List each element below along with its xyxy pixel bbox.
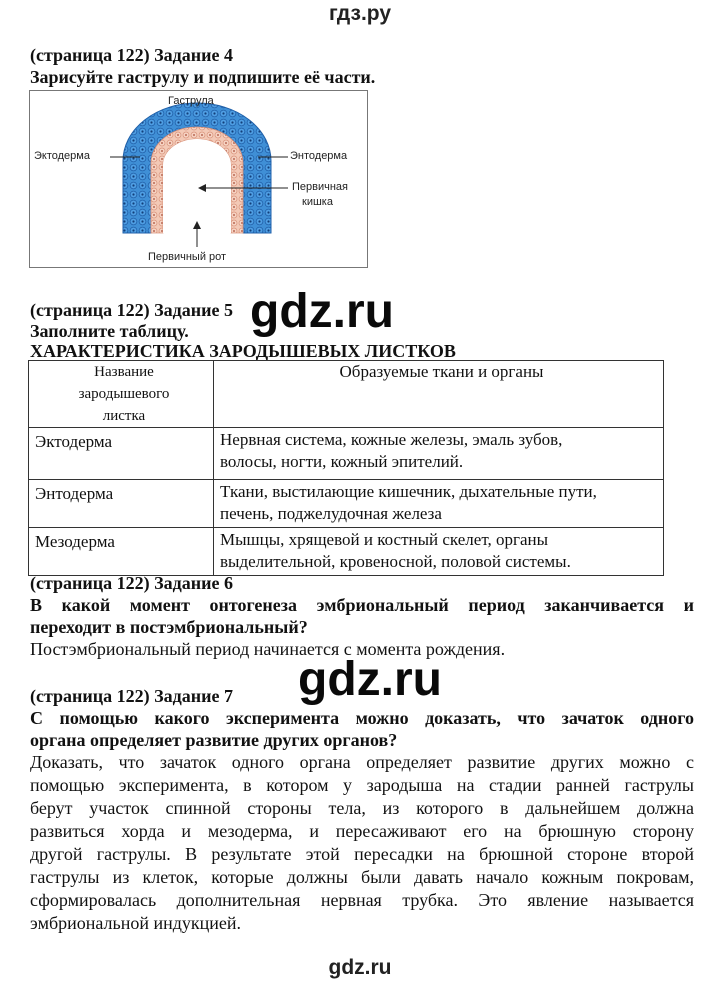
row-organs: [214, 528, 664, 576]
table-title: ХАРАКТЕРИСТИКА ЗАРОДЫШЕВЫХ ЛИСТКОВ: [30, 341, 456, 361]
row-organs-line2: волосы, ногти, кожный эпителий.: [220, 452, 464, 471]
site-header: гдз.ру: [328, 2, 392, 25]
task4-question: Зарисуйте гаструлу и подпишите её части.: [30, 67, 376, 87]
label-gut-line2: кишка: [302, 196, 333, 208]
task6-answer: Постэмбриональный период начинается с момента рождения.: [30, 639, 506, 659]
header-col-name-line3: листка: [102, 408, 146, 424]
row-organs-line1: Ткани, выстилающие кишечник, дыхательные пути,: [220, 482, 597, 501]
table-row: [29, 528, 664, 576]
row-organs: [214, 480, 664, 528]
table-header-row: [29, 361, 664, 428]
row-organs-line1: Мышцы, хрящевой и костный скелет, органы: [220, 530, 549, 549]
task7-answer-line: сформировалась дополнительная нервная трубка. Это явление называется: [30, 890, 694, 910]
task5-instruction: Заполните таблицу.: [30, 321, 189, 341]
watermark: gdz.ru: [250, 285, 394, 338]
label-primitive-mouth: Первичный рот: [148, 251, 227, 263]
header-col-organs: Образуемые ткани и органы: [214, 361, 664, 428]
header-col-name: [29, 361, 214, 428]
primitive-gut-cavity: [163, 139, 231, 233]
row-name: Мезодерма: [29, 528, 214, 576]
row-name: Энтодерма: [29, 480, 214, 528]
label-ectoderm: Эктодерма: [34, 150, 90, 162]
row-organs-line2: печень, поджелудочная железа: [220, 504, 442, 523]
task6-header: (страница 122) Задание 6: [30, 573, 234, 593]
row-name: Эктодерма: [29, 428, 214, 480]
gastrula-diagram: [30, 91, 367, 267]
task7-question-line2: органа определяет развитие других органов?: [30, 730, 398, 750]
figure-title: Гаструла: [168, 95, 214, 107]
row-organs-line1: Нервная система, кожные железы, эмаль зубов,: [220, 430, 563, 449]
label-endoderm: Энтодерма: [290, 150, 348, 162]
task6-question-line2: переходит в постэмбриональный?: [30, 617, 308, 637]
task7-answer-line: гаструлы из клеток, которые должны были давать начало кожным покровам,: [30, 867, 694, 887]
task4-header: (страница 122) Задание 4: [30, 45, 234, 65]
watermark: gdz.ru: [298, 653, 442, 706]
header-col-name-line2: зародышевого: [78, 386, 170, 402]
header-col-name-line1: Название: [94, 364, 154, 380]
task6-question-line1: В какой момент онтогенеза эмбриональный период заканчивается и: [30, 595, 694, 615]
gastrula-figure: [29, 90, 368, 268]
table-row: [29, 480, 664, 528]
site-footer: gdz.ru: [328, 956, 392, 979]
label-gut-line1: Первичная: [292, 181, 349, 193]
task7-answer-line: Доказать, что зачаток одного органа определяет развитие других можно с: [30, 752, 694, 772]
task7-header: (страница 122) Задание 7: [30, 686, 234, 706]
task7-answer-line: другой гаструлы. В результате этой пересадки на брюшной стороне второй: [30, 844, 694, 864]
task5-header: (страница 122) Задание 5: [30, 300, 234, 320]
row-organs-line2: выделительной, кровеносной, половой системы.: [220, 552, 571, 571]
germ-layers-table: [28, 360, 664, 576]
task7-question-line1: С помощью какого эксперимента можно доказать, что зачаток одного: [30, 708, 694, 728]
row-organs: [214, 428, 664, 480]
task7-answer-line: берут участок спинной стороны тела, из которого в дальнейшем должна: [30, 798, 694, 818]
table-row: [29, 428, 664, 480]
task7-answer-line: эмбриональной индукцией.: [30, 913, 242, 933]
task7-answer-line: помощью эксперимента, в котором у зародыша на стадии ранней гаструлы: [30, 775, 694, 795]
task7-answer-line: развиться хорда и мезодерма, и пересаживают его на брюшную сторону: [30, 821, 694, 841]
